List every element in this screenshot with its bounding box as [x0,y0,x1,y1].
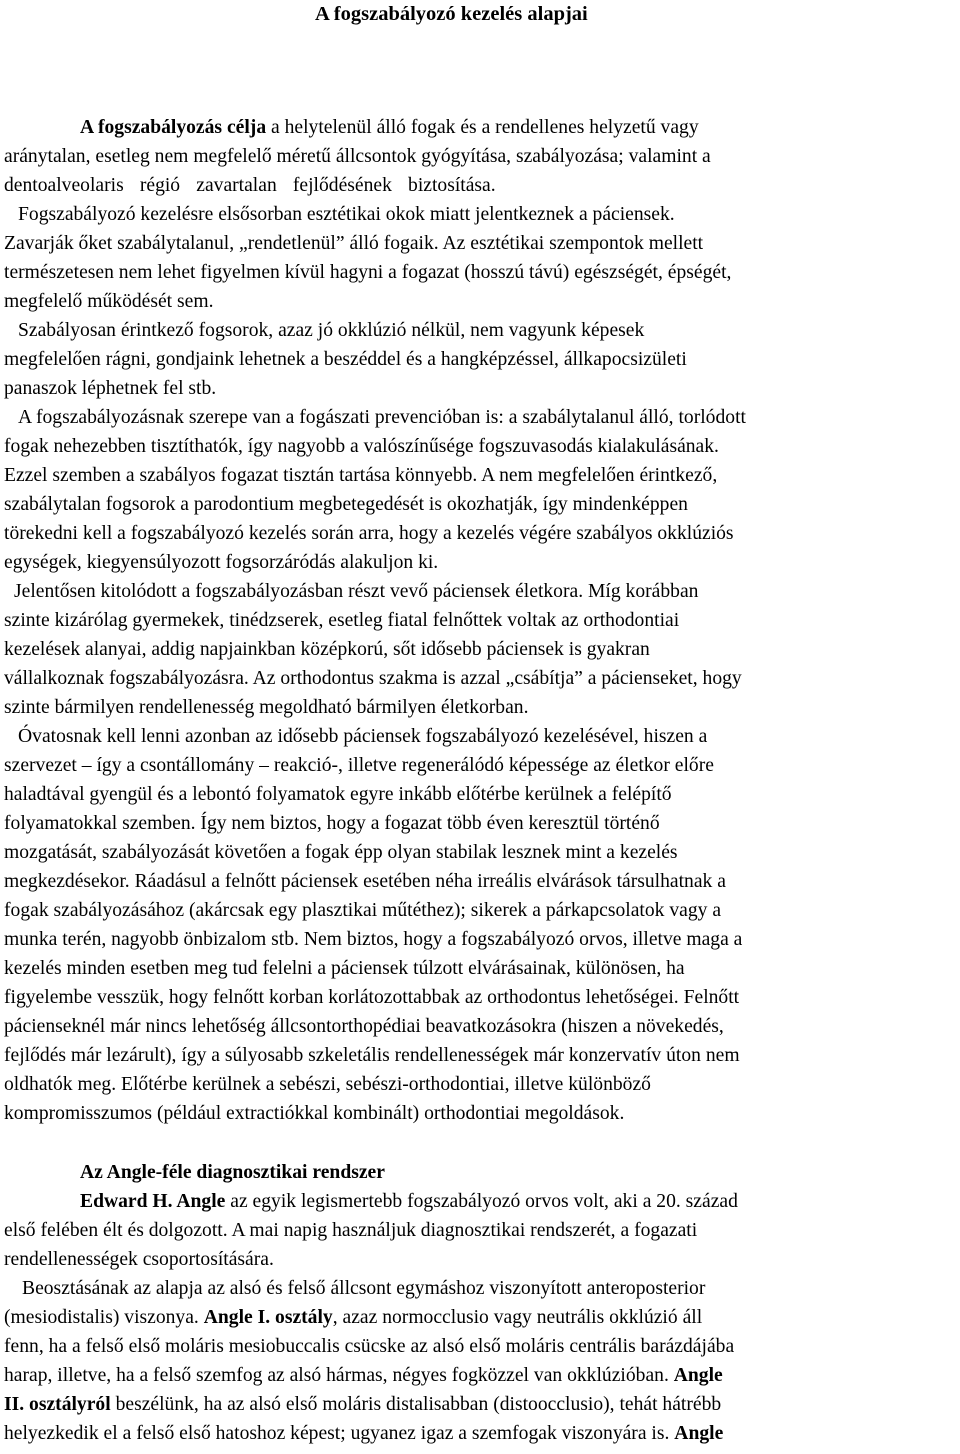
paragraph-line [4,664,742,693]
paragraph-line [4,519,734,548]
bold-text: Angle [673,1365,723,1386]
paragraph-line [80,1187,738,1216]
paragraph-line [4,1245,274,1274]
paragraph-line [4,229,703,258]
paragraph-line [4,490,688,519]
paragraph-line [4,171,496,200]
paragraph-line [4,345,687,374]
text-run: fejlődés már lezárult), így a súlyosabb szkeletális rendellenességek már konzervatív úton nem [4,1045,740,1066]
section-heading [80,1158,385,1187]
text-run: törekedni kell a fogszabályozó kezelés során arra, hogy a kezelés végére szabályos okklúziós [4,523,734,544]
text-run: figyelembe vesszük, hogy felnőtt korban korlátozottabbak az orthodontus lehetőségei. Felnőtt [4,987,740,1008]
text-run: munka terén, nagyobb önbizalom stb. Nem biztos, hogy a fogszabályozó orvos, illetve maga a [4,929,743,950]
text-run: Zavarják őket szabálytalanul, „rendetlenül” álló fogaik. Az esztétikai szempontok mellett [4,233,704,254]
text-run: , azaz normocclusio vagy neutrális okklúzió áll [332,1307,703,1328]
paragraph-line [4,954,685,983]
text-run: szinte bármilyen rendellenesség megoldható bármilyen életkorban. [4,697,529,718]
paragraph-line [4,896,721,925]
paragraph-line [80,113,699,142]
text-run: első felében élt és dolgozott. A mai napig használjuk diagnosztikai rendszerét, a fogazati [4,1220,698,1241]
bold-text: II. osztályról [4,1394,111,1415]
paragraph-line [4,606,679,635]
text-run: az egyik legismertebb fogszabályozó orvos volt, aki a 20. század [225,1191,738,1212]
text-run: kompromisszumos (például extractiókkal kombinált) orthodontiai megoldások. [4,1103,625,1124]
paragraph-line [4,1012,724,1041]
text-run: rendellenességek csoportosítására. [4,1249,274,1270]
text-run: haladtával gyengül és a lebontó folyamatok egyre inkább előtérbe kerülnek a felépítő [4,784,672,805]
text-run: megfelelő működését sem. [4,291,214,312]
text-run: szinte kizárólag gyermekek, tinédzserek, esetleg fiatal felnőttek voltak az orthodontiai [4,610,680,631]
text-run: Beosztásának az alapja az alsó és felső állcsont egymáshoz viszonyított anteroposterior [22,1278,706,1299]
paragraph-line [4,809,660,838]
text-run: kezelések alanyai, addig napjainkban középkorú, sőt idősebb páciensek is gyakran [4,639,650,660]
paragraph-line [4,635,650,664]
text-run: Fogszabályozó kezelésre elsősorban esztétikai okok miatt jelentkeznek a páciensek. [18,204,675,225]
paragraph-line [4,983,739,1012]
paragraph-line [18,403,746,432]
text-run: megfelelően rágni, gondjaink lehetnek a beszéddel és a hangképzéssel, állkapocsizületi [4,349,687,370]
bold-text: A fogszabályozás célja [80,117,267,138]
text-run: pácienseknél már nincs lehetőség állcsontorthopédiai beavatkozásokra (hiszen a növekedés, [4,1016,724,1037]
text-run: Óvatosnak kell lenni azonban az idősebb páciensek fogszabályozó kezelésével, hiszen a [18,726,708,747]
paragraph-line [14,577,698,606]
text-run: panaszok léphetnek fel stb. [4,378,217,399]
paragraph-line [4,751,714,780]
text-run: a helytelenül álló fogak és a rendellenes helyzetű vagy [266,117,699,138]
text-run: folyamatokkal szemben. Így nem biztos, hogy a fogazat több éven keresztül történő [4,813,660,834]
paragraph-line [4,142,711,171]
paragraph-line [4,1041,740,1070]
text-run: beszélünk, ha az alsó első moláris distalisabban (distoocclusio), tehát hátrébb [110,1394,722,1415]
text-run: oldhatók meg. Előtérbe kerülnek a sebészi, sebészi-orthodontiai, illetve különböző [4,1074,651,1095]
text-run: egységek, kiegyensúlyozott fogsorzáródás alakuljon ki. [4,552,439,573]
paragraph-line [4,1390,721,1419]
bold-text: Angle [674,1423,724,1444]
text-run: szervezet – így a csontállomány – reakció-, illetve regenerálódó képessége az életkor előre [4,755,714,776]
paragraph-line [4,1419,723,1448]
text-run: mozgatását, szabályozását követően a fogak épp olyan stabilak lesznek mint a kezelés [4,842,678,863]
bold-text: Az Angle-féle diagnosztikai rendszer [80,1162,385,1183]
paragraph-line [4,1332,734,1361]
text-run: Szabályosan érintkező fogsorok, azaz jó okklúzió nélkül, nem vagyunk képesek [18,320,645,341]
paragraph-line [4,1070,651,1099]
paragraph-line [4,867,726,896]
text-run: Jelentősen kitolódott a fogszabályozásban részt vevő páciensek életkora. Míg korábban [14,581,699,602]
paragraph-line [18,200,675,229]
text-run: dentoalveolaris régió zavartalan fejlődésének biztosítása. [4,175,496,196]
paragraph-line [4,693,529,722]
paragraph-line [18,722,707,751]
paragraph-line [4,1303,702,1332]
paragraph-line [22,1274,705,1303]
paragraph-line [4,461,717,490]
text-run: megkezdésekor. Ráadásul a felnőtt páciensek esetében néha irreális elvárások társulhatnak a [4,871,726,892]
bold-text: Angle I. osztály [203,1307,333,1328]
text-run: A fogszabályozásnak szerepe van a fogászati prevencióban is: a szabálytalanul álló, torlódott [18,407,746,428]
text-run: Ezzel szemben a szabályos fogazat tisztán tartása könnyebb. A nem megfelelően érintkező, [4,465,718,486]
text-run: (mesiodistalis) viszonya. [4,1307,204,1328]
text-run: kezelés minden esetben meg tud felelni a páciensek túlzott elvárásainak, különösen, ha [4,958,685,979]
paragraph-line [4,780,672,809]
paragraph-line [4,925,742,954]
paragraph-line [4,258,731,287]
text-run: fogak szabályozásához (akárcsak egy plasztikai műtéthez); sikerek a párkapcsolatok vagy a [4,900,722,921]
bold-text: Edward H. Angle [80,1191,226,1212]
paragraph-line [4,432,719,461]
paragraph-line [18,316,644,345]
text-run: helyezkedik el a felső első hatoshoz képest; ugyanez igaz a szemfogak viszonyára is. [4,1423,675,1444]
paragraph-line [4,1099,624,1128]
paragraph-line [4,374,216,403]
paragraph-line [4,287,214,316]
text-run: fogak nehezebben tisztíthatók, így nagyobb a valószínűsége fogszuvasodás kialakulásának. [4,436,719,457]
text-run: aránytalan, esetleg nem megfelelő méretű állcsontok gyógyítása, szabályozása; valamint a [4,146,711,167]
text-run: vállalkoznak fogszabályozásra. Az orthodontus szakma is azzal „csábítja” a pácienseket, hogy [4,668,742,689]
page-title: A fogszabályozó kezelés alapjai [315,3,588,25]
paragraph-line [4,548,438,577]
paragraph-line [4,1216,697,1245]
text-run: természetesen nem lehet figyelmen kívül hagyni a fogazat (hosszú távú) egészségét, épségét, [4,262,732,283]
text-run: harap, illetve, ha a felső szemfog az alsó hármas, négyes fogközzel van okklúzióban. [4,1365,674,1386]
text-run: szabálytalan fogsorok a parodontium megbetegedését is okozhatják, így mindenképpen [4,494,688,515]
paragraph-line [4,1361,723,1390]
paragraph-line [4,838,678,867]
text-run: fenn, ha a felső első moláris mesiobuccalis csücske az alsó első moláris centrális barázdájába [4,1336,735,1357]
